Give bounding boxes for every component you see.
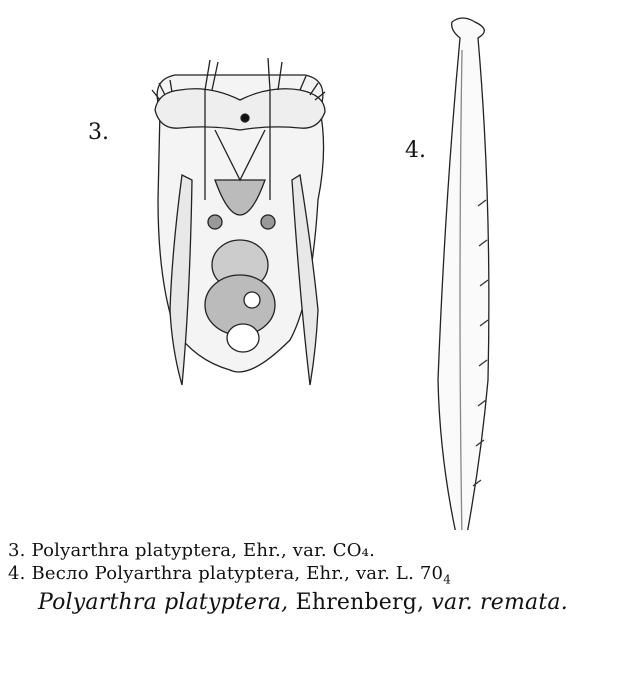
variety-name: var. remata.	[431, 590, 568, 615]
figure-4-label: 4.	[405, 138, 426, 163]
caption-figure-4-subscript: 4	[443, 572, 452, 587]
caption-figure-4	[8, 563, 451, 587]
author-name: Ehrenberg,	[288, 590, 432, 615]
plate-title	[38, 590, 568, 615]
caption-figure-3: 3. Polyarthra platyptera, Ehr., var. CO₄.	[8, 540, 376, 561]
caption-figure-4-text: 4. Весло Polyarthra platyptera, Ehr., var. L. 70	[8, 563, 444, 584]
species-name: Polyarthra platyptera,	[38, 590, 289, 615]
figure-3-label: 3.	[88, 120, 109, 145]
